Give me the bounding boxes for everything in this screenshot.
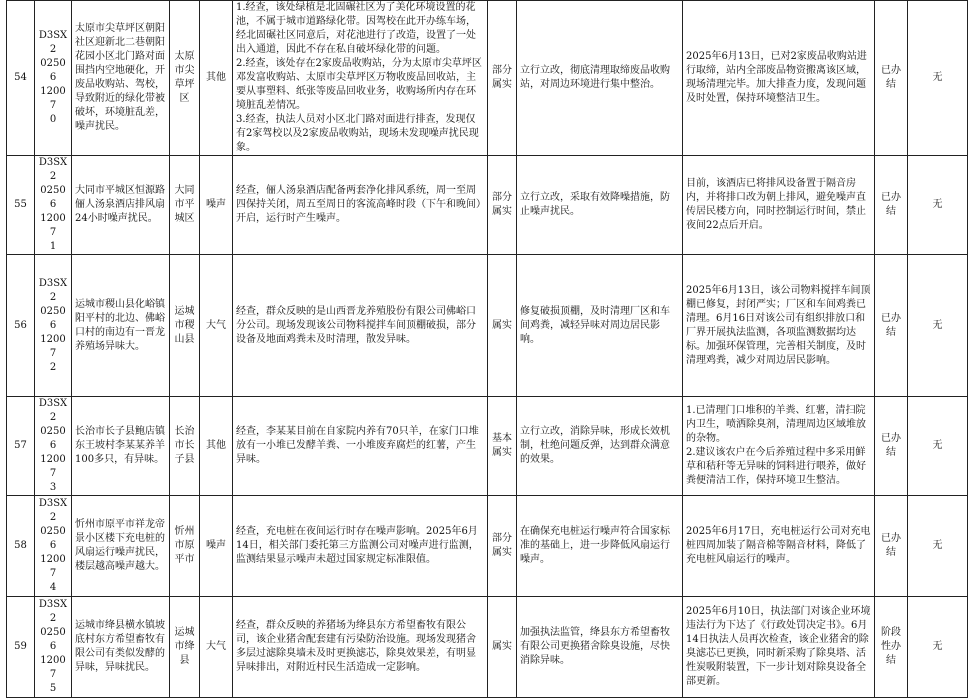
district: 太原市尖草坪区 [174, 51, 195, 104]
investigation-result-cell [233, 397, 488, 496]
district: 运城市稷山县 [174, 305, 195, 345]
investigation-result: 经查，群众反映的养猪场为绛县东方希望畜牧有限公司，该企业猪舍配套建有污染防治设施。现场发现猪舍多层过滤除臭墙未及时更换滤芯，除臭效果差，有明显异味排出，对附近村民生活造成一定影响。 [236, 620, 476, 673]
row-number: 57 [14, 440, 27, 451]
verdict: 属实 [492, 641, 512, 652]
rectification-measures: 立行立改，采取有效降噪措施，防止噪声扰民。 [520, 192, 670, 217]
case-code: D3SX2 02506 12007 5 [38, 599, 68, 694]
pollution-type: 其他 [206, 440, 226, 451]
table-row [7, 255, 968, 397]
verdict-cell [488, 397, 517, 496]
row-number-cell [7, 255, 35, 397]
verdict-cell [488, 496, 517, 597]
complaint-table [6, 0, 968, 698]
complaint-content: 运城市绛县横水镇坡底村东方希望畜牧有限公司有类似发酵的异味，异味扰民。 [75, 620, 165, 673]
case-code-cell [35, 255, 72, 397]
row-number-cell [7, 1, 35, 156]
rectification-measures-cell [517, 597, 683, 698]
rectification-progress: 2025年6月13日，该公司物料搅拌车间顶棚已修复，封闭严实；厂区和车间鸡粪已清理。6月16日对该公司有组织排放口和厂界开展执法监测，各项监测数据均达标。加强环保管理，完善相关制度，及时清理鸡粪，减少对周边居民影响。 [686, 284, 871, 366]
pollution-type: 其他 [206, 72, 226, 83]
completion-status-cell [875, 1, 908, 156]
rectification-measures: 在确保充电桩运行噪声符合国家标准的基础上，进一步降低风扇运行噪声。 [520, 526, 670, 565]
complaint-content: 大同市平城区恒源路俪人汤泉酒店排风扇24小时噪声扰民。 [75, 185, 165, 224]
district-cell [170, 1, 200, 156]
pollution-type: 大气 [206, 641, 226, 652]
complaint-content: 运城市稷山县化峪镇阳平村的北边、佛峪口村的南边有一晋龙养殖场异味大。 [75, 298, 165, 352]
investigation-result-cell [233, 597, 488, 698]
investigation-result: 经查，俪人汤泉酒店配备两套净化排风系统，周一至周四保持关闭，周五至周日的客流高峰时段（下午和晚间）开启，运行时产生噪声。 [236, 185, 481, 224]
completion-status-cell [875, 597, 908, 698]
rectification-progress-cell [683, 255, 875, 397]
rectification-progress-cell [683, 1, 875, 156]
table-row [7, 597, 968, 698]
rectification-progress: 2025年6月10日，执法部门对该企业环境违法行为下达了《行政处罚决定书》。6月14日执法人员再次检查，该企业猪舍的除臭滤芯已更换，同时新采购了除臭塔、活性炭吸附装置，下一步计划对除臭设备全部更新。 [686, 606, 871, 687]
completion-status: 已办结 [881, 312, 901, 338]
completion-status: 阶段性办结 [881, 627, 901, 666]
accountability: 无 [932, 199, 943, 210]
investigation-result: 1.经查，该处绿植是北固碾社区为了美化环境设置的花池，不属于城市道路绿化带。因驾校在此开办练车场，经北固碾社区同意后，对花池进行了改造，设置了一处出入通道，因此不存在私自破坏绿化带的问题。 2.经查，该处存在2家废品收购站，分为太原市尖草坪区邓发富收购站、太原市尖草坪区万物收废品回收站，主要从事塑料、纸张等废品回收业务，收购场所内存在环境脏乱差情况。 3.经查，执法人员对小区北门路对面进行排查，发现仅有2家驾校以及2家废品收购站，现场未发现噪声扰民现象。 [236, 2, 482, 153]
pollution-type-cell [200, 496, 233, 597]
row-number-cell [7, 597, 35, 698]
rectification-progress: 2025年6月13日，已对2家废品收购站进行取缔，站内全部废品物资搬离该区域，现场清理完毕。加大排查力度，发现问题及时处置，保持环境整洁卫生。 [686, 51, 867, 104]
complaint-content-cell [72, 156, 170, 255]
table-row [7, 1, 968, 156]
accountability-cell [908, 156, 968, 255]
rectification-measures: 立行立改，彻底清理取缔废品收购站，对周边环境进行集中整治。 [520, 65, 670, 90]
investigation-result: 经查，李某某目前在自家院内养有70只羊，在家门口堆放有一小堆已发酵羊粪、一小堆废弃腐烂的红薯，产生异味。 [236, 426, 479, 465]
pollution-type: 噪声 [206, 199, 226, 210]
row-number-cell [7, 496, 35, 597]
case-code-cell [35, 156, 72, 255]
complaint-content-cell [72, 1, 170, 156]
verdict-cell [488, 255, 517, 397]
rectification-measures-cell [517, 255, 683, 397]
district-cell [170, 156, 200, 255]
pollution-type: 大气 [206, 319, 226, 331]
table-row [7, 156, 968, 255]
district-cell [170, 255, 200, 397]
completion-status: 已办结 [881, 533, 901, 558]
complaint-content-cell [72, 255, 170, 397]
completion-status: 已办结 [881, 192, 901, 217]
investigation-result: 经查，群众反映的是山西晋龙养殖股份有限公司佛峪口分公司。现场发现该公司物料搅拌车间顶棚破损，部分设备及地面鸡粪未及时清理，散发异味。 [236, 305, 476, 345]
accountability-cell [908, 496, 968, 597]
pollution-type-cell [200, 597, 233, 698]
complaint-content: 太原市尖草坪区朝阳社区迎新北二巷朝阳花园小区北门路对面围挡内空地硬化，开废品收购站、驾校，导致附近的绿化带被破坏，环境脏乱差，噪声扰民。 [75, 23, 165, 132]
case-code: D3SX2 02506 12007 2 [38, 277, 68, 373]
accountability: 无 [932, 72, 943, 83]
table-row [7, 397, 968, 496]
rectification-measures-cell [517, 1, 683, 156]
pollution-type-cell [200, 156, 233, 255]
pollution-type-cell [200, 1, 233, 156]
complaint-content: 忻州市原平市祥龙帝景小区楼下充电桩的风扇运行噪声扰民，楼层越高噪声越大。 [75, 519, 165, 572]
case-code-cell [35, 597, 72, 698]
investigation-result-cell [233, 156, 488, 255]
accountability-cell [908, 597, 968, 698]
case-code-cell [35, 1, 72, 156]
investigation-result-cell [233, 496, 488, 597]
district-cell [170, 597, 200, 698]
verdict-cell [488, 156, 517, 255]
verdict: 部分属实 [492, 192, 512, 217]
pollution-type-cell [200, 255, 233, 397]
rectification-measures: 修复破损顶棚，及时清理厂区和车间鸡粪，减轻异味对周边居民影响。 [520, 305, 670, 345]
accountability: 无 [932, 319, 943, 331]
row-number: 58 [14, 540, 27, 551]
completion-status-cell [875, 255, 908, 397]
completion-status-cell [875, 156, 908, 255]
row-number-cell [7, 156, 35, 255]
verdict: 基本属实 [492, 433, 512, 458]
district-cell [170, 397, 200, 496]
accountability-cell [908, 255, 968, 397]
case-code-cell [35, 496, 72, 597]
rectification-measures: 加强执法监管，绛县东方希望畜牧有限公司更换猪舍除臭设施，尽快消除异味。 [520, 627, 670, 666]
completion-status: 已办结 [881, 65, 901, 90]
district: 运城市绛县 [174, 627, 195, 666]
district: 忻州市原平市 [174, 526, 195, 565]
complaint-content: 长治市长子县鲍店镇东王坡村李某某养羊100多只，有异味。 [75, 426, 165, 465]
completion-status-cell [875, 397, 908, 496]
rectification-progress-cell [683, 156, 875, 255]
completion-status: 已办结 [881, 433, 901, 458]
row-number: 59 [14, 641, 27, 652]
rectification-measures: 立行立改，消除异味，形成长效机制，杜绝问题反弹，达到群众满意的效果。 [520, 426, 670, 465]
rectification-progress-cell [683, 496, 875, 597]
accountability: 无 [932, 540, 943, 551]
rectification-measures-cell [517, 397, 683, 496]
verdict: 属实 [492, 319, 512, 331]
rectification-measures-cell [517, 156, 683, 255]
investigation-result: 经查，充电桩在夜间运行时存在噪声影响。2025年6月14日，相关部门委托第三方监测公司对噪声进行监测，监测结果显示噪声未超过国家规定标准限值。 [236, 526, 479, 565]
rectification-progress: 2025年6月17日，充电桩运行公司对充电桩四周加装了隔音棉等隔音材料，降低了充电桩风扇运行的噪声。 [686, 526, 871, 565]
row-number: 55 [14, 199, 27, 210]
rectification-measures-cell [517, 496, 683, 597]
case-code: D3SX2 02506 12007 3 [38, 398, 68, 493]
rectification-progress: 目前，该酒店已将排风设备置于隔音房内，并将排口改为朝上排风，避免噪声直传居民楼方向，同时控制运行时间，禁止夜间22点后开启。 [686, 178, 866, 231]
district-cell [170, 496, 200, 597]
accountability: 无 [932, 440, 943, 451]
verdict-cell [488, 1, 517, 156]
pollution-type: 噪声 [206, 540, 226, 551]
verdict-cell [488, 597, 517, 698]
complaint-content-cell [72, 496, 170, 597]
rectification-progress-cell [683, 397, 875, 496]
row-number: 56 [14, 319, 27, 331]
rectification-progress-cell [683, 597, 875, 698]
accountability: 无 [932, 641, 943, 652]
case-code: D3SX2 02506 12007 1 [38, 157, 68, 252]
case-code: D3SX2 02506 12007 4 [38, 498, 68, 593]
row-number: 54 [14, 72, 27, 83]
row-number-cell [7, 397, 35, 496]
complaint-content-cell [72, 597, 170, 698]
table-body [7, 1, 968, 698]
complaint-content-cell [72, 397, 170, 496]
pollution-type-cell [200, 397, 233, 496]
accountability-cell [908, 1, 968, 156]
accountability-cell [908, 397, 968, 496]
district: 大同市平城区 [174, 185, 195, 224]
case-code: D3SX2 02506 12007 0 [38, 30, 68, 125]
verdict: 部分属实 [492, 65, 512, 90]
investigation-result-cell [233, 1, 488, 156]
table-row [7, 496, 968, 597]
rectification-progress: 1.已清理门口堆积的羊粪、红薯，清扫院内卫生，喷洒除臭剂，清理周边区域堆放的杂物。 2.建议该农户在今后养殖过程中多采用鲜草和秸秆等无异味的饲料进行喂养，做好粪便清洁工作，保持环境卫生整洁。 [686, 405, 866, 486]
verdict: 部分属实 [492, 533, 512, 558]
investigation-result-cell [233, 255, 488, 397]
case-code-cell [35, 397, 72, 496]
completion-status-cell [875, 496, 908, 597]
district: 长治市长子县 [174, 426, 195, 465]
